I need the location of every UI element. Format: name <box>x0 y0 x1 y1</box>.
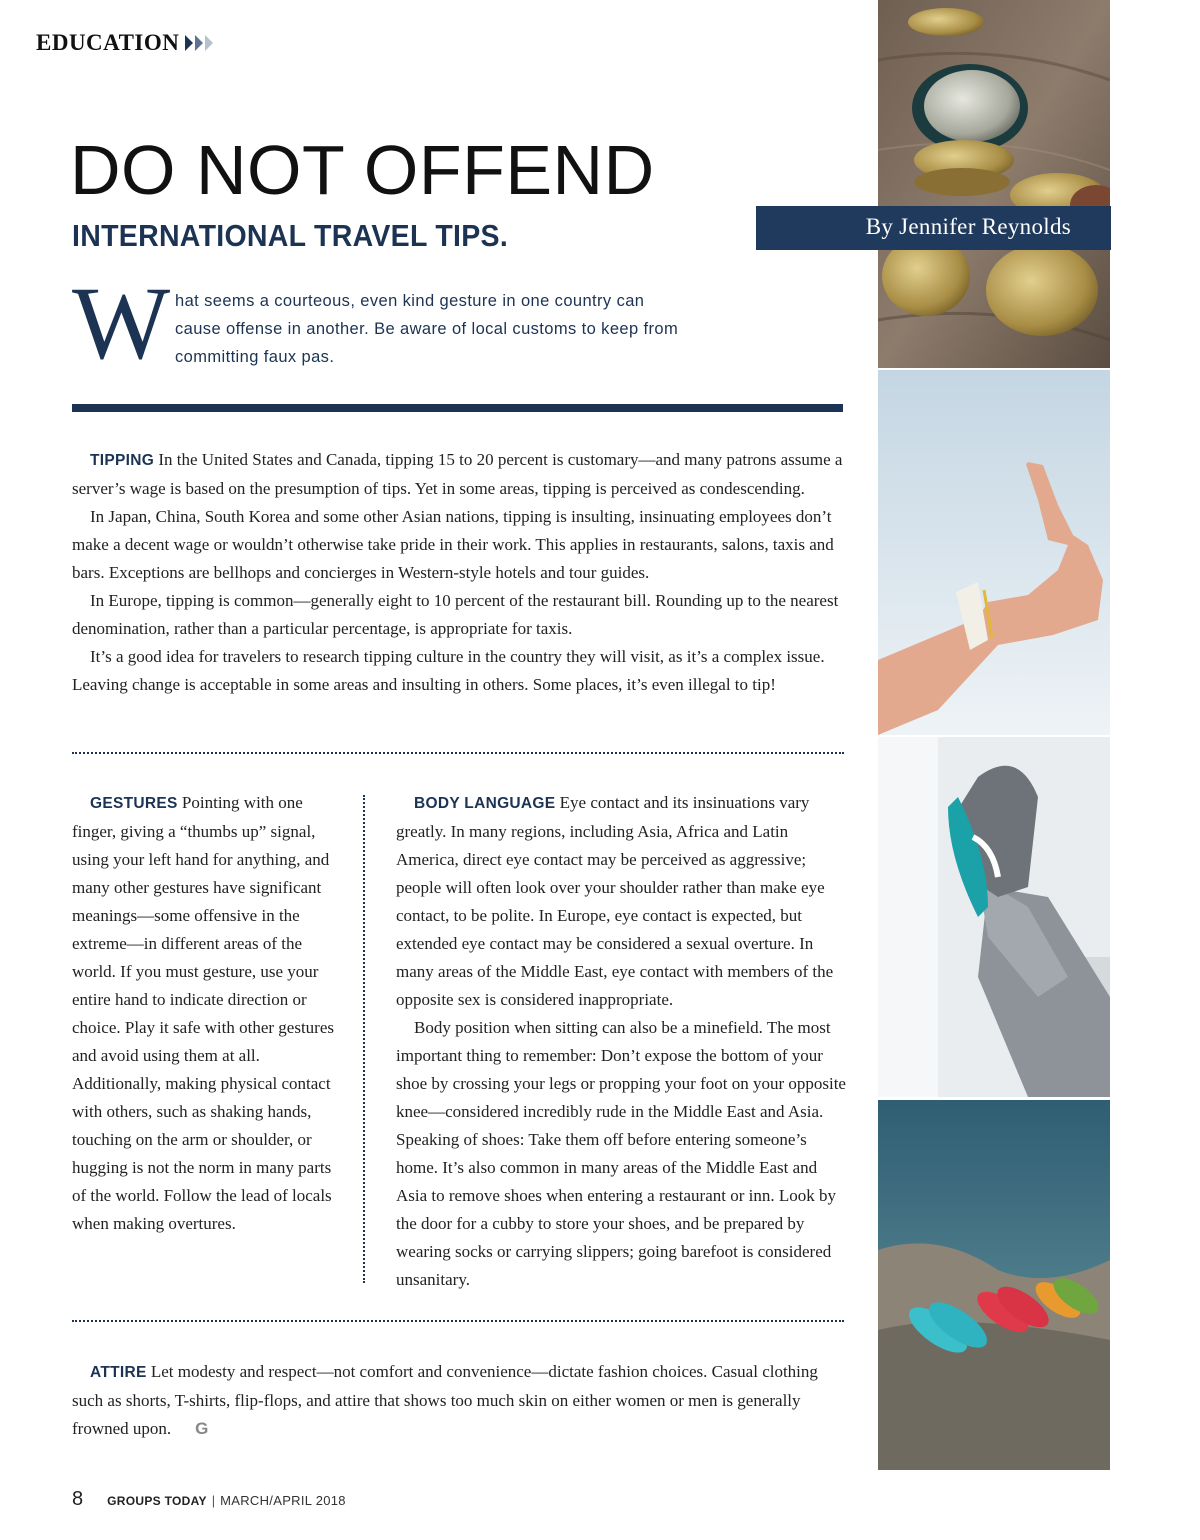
section-divider <box>72 1320 844 1322</box>
issue-date: MARCH/APRIL 2018 <box>220 1493 346 1508</box>
attire-section <box>72 1358 832 1443</box>
section-divider <box>72 752 844 754</box>
tipping-paragraph: In Europe, tipping is common—generally eight to 10 percent of the restaurant bill. Rounding up to the nearest denomination, rather than a particular percentage, is appropriate for taxis. <box>72 591 839 638</box>
tipping-section <box>72 446 844 699</box>
subhead: INTERNATIONAL TRAVEL TIPS. <box>72 218 509 253</box>
thumbs-up-photo <box>878 370 1110 735</box>
body-language-kicker: BODY LANGUAGE <box>414 795 556 812</box>
footer-separator: | <box>211 1493 216 1508</box>
magazine-name: GROUPS TODAY <box>107 1494 207 1508</box>
triple-arrow-icon <box>185 35 215 51</box>
end-mark-icon: G <box>195 1419 209 1438</box>
headline: DO NOT OFFEND <box>70 131 655 209</box>
intro-text: hat seems a courteous, even kind gesture in one country can cause offense in another. Be aware of local customs to keep from committing faux pas. <box>175 292 679 366</box>
body-language-paragraph: Body position when sitting can also be a minefield. The most important thing to remember: Don’t expose the bottom of your shoe by crossing your legs or propping your foot on your opposite knee—considered incredibly rude in the Middle East and Asia. Speaking of shoes: Take them off before entering someone’s home. It’s also common in many areas of the Middle East and Asia to remove shoes when entering a restaurant or inn. Look by the door for a cubby to store your shoes, and be prepared by wearing socks or carrying slippers; going barefoot is considered unsanitary. <box>396 1018 846 1289</box>
section-label-text: EDUCATION <box>36 30 180 55</box>
coins-photo <box>878 0 1110 368</box>
page-number: 8 <box>72 1488 84 1510</box>
attire-kicker: ATTIRE <box>90 1364 147 1381</box>
byline: By Jennifer Reynolds <box>865 214 1071 239</box>
tipping-paragraph: In Japan, China, South Korea and some other Asian nations, tipping is insulting, insinuating employees don’t make a decent wage or wouldn’t otherwise take pride in their work. This applies in restaurants, salons, taxis and bars. Exceptions are bellhops and concierges in Western-style hotels and tour guides. <box>72 507 834 582</box>
byline-bar <box>756 206 1111 250</box>
header-rule <box>72 404 843 412</box>
tipping-kicker: TIPPING <box>90 452 155 469</box>
gestures-kicker: GESTURES <box>90 795 178 812</box>
gestures-section <box>72 789 340 1238</box>
flip-flops-photo <box>878 1100 1110 1470</box>
gestures-paragraph: Pointing with one finger, giving a “thumbs up” signal, using your left hand for anything, and many other gestures have significant meanings—some offensive in the extreme—in different areas of the world. If you must gesture, use your entire hand to indicate direction or choice. Play it safe with other gestures and avoid using them at all. Additionally, making physical contact with others, such as shaking hands, touching on the arm or shoulder, or hugging is not the norm in many parts of the world. Follow the lead of locals when making overtures. <box>72 793 335 1233</box>
body-language-section <box>396 789 846 1294</box>
attire-paragraph: Let modesty and respect—not comfort and convenience—dictate fashion choices. Casual clothing such as shorts, T-shirts, flip-flops, and attire that shows too much skin on either women or men is generally frowned upon. <box>72 1362 818 1438</box>
sneakers-photo <box>878 737 1110 1097</box>
drop-cap: W <box>72 266 171 381</box>
section-label <box>36 30 215 56</box>
tipping-paragraph: It’s a good idea for travelers to research tipping culture in the country they will visit, as it’s a complex issue. Leaving change is acceptable in some areas and insulting in others. Some places, it’s even illegal to tip! <box>72 647 825 694</box>
tipping-paragraph: In the United States and Canada, tipping 15 to 20 percent is customary—and many patrons assume a server’s wage is based on the presumption of tips. Yet in some areas, tipping is perceived as condescending. <box>72 450 843 498</box>
body-language-paragraph: Eye contact and its insinuations vary greatly. In many regions, including Asia, Africa and Latin America, direct eye contact may be perceived as aggressive; people will often look over your shoulder rather than make eye contact, to be polite. In Europe, eye contact is expected, but extended eye contact may be considered a sexual overture. In many areas of the Middle East, eye contact with members of the opposite sex is considered inappropriate. <box>396 793 834 1009</box>
column-divider <box>363 795 365 1283</box>
page-footer <box>72 1488 346 1511</box>
